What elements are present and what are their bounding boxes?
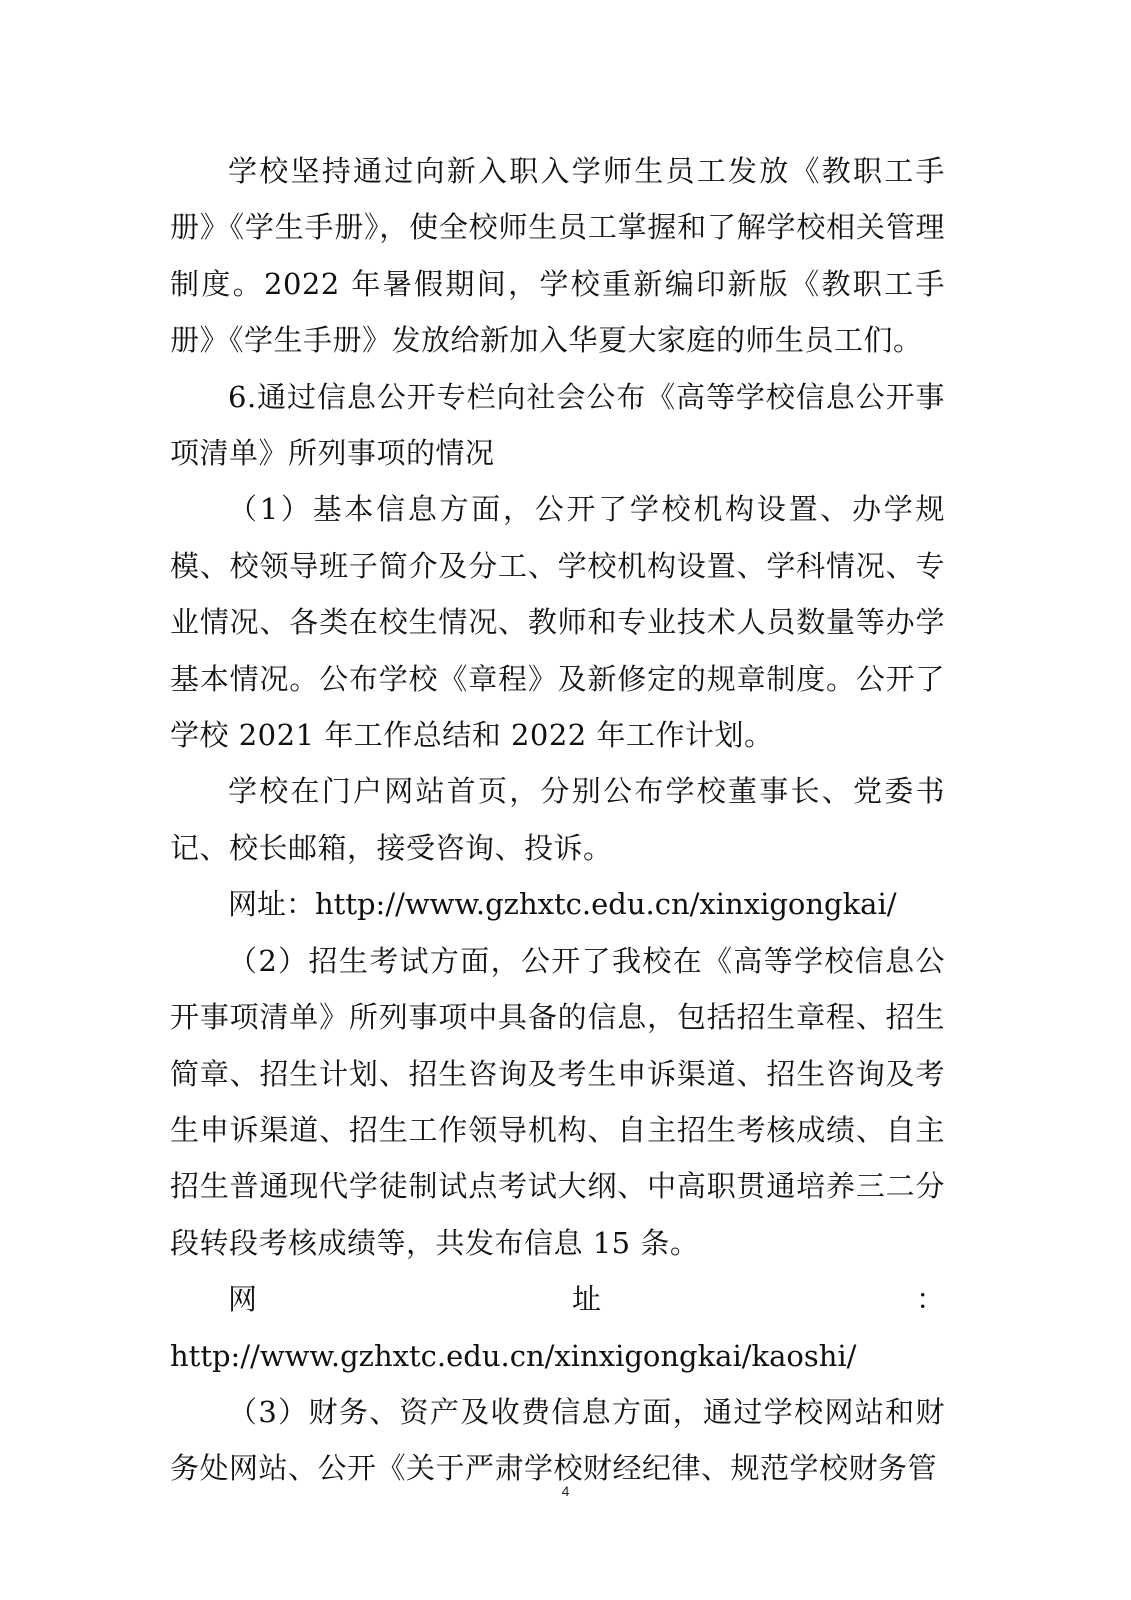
paragraph-finance-assets: （3）财务、资产及收费信息方面，通过学校网站和财务处网站、公开《关于严肃学校财经纪律、规范学校财务管 [170,1394,945,1486]
paragraph-url-kaoshi: 网址：http://www.gzhxtc.edu.cn/xinxigongkai/kaoshi/ [170,1282,945,1373]
paragraph-admissions-exams: （2）招生考试方面，公开了我校在《高等学校信息公开事项清单》所列事项中具备的信息，包括招生章程、招生简章、招生计划、招生咨询及考生申诉渠道、招生咨询及考生申诉渠道、招生工作领导机构、自主招生考核成绩、自主招生普通现代学徒制试点考试大纲、中高职贯通培养三二分段转段考核成绩等，共发布信息 15 条。 [170,943,945,1260]
paragraph-section-6-heading: 6.通过信息公开专栏向社会公布《高等学校信息公开事项清单》所列事项的情况 [170,379,945,471]
paragraph-url-xinxigongkai: 网址：http://www.gzhxtc.edu.cn/xinxigongkai/ [228,887,897,922]
paragraph-portal-mailboxes: 学校在门户网站首页，分别公布学校董事长、党委书记、校长邮箱，接受咨询、投诉。 [170,774,945,865]
paragraph-handbook-distribution: 学校坚持通过向新入职入学师生员工发放《教职工手册》《学生手册》，使全校师生员工掌握和了解学校相关管理制度。2022 年暑假期间，学校重新编印新版《教职工手册》《学生手册》发放给新加入华夏大家庭的师生员工们。 [170,154,945,358]
paragraph-basic-info: （1）基本信息方面，公开了学校机构设置、办学规模、校领导班子简介及分工、学校机构设置、学科情况、专业情况、各类在校生情况、教师和专业技术人员数量等办学基本情况。公布学校《章程》及新修定的规章制度。公开了学校 2021 年工作总结和 2022 年工作计划。 [170,492,945,753]
body-text [170,143,945,1497]
page-number: 4 [561,1483,570,1499]
